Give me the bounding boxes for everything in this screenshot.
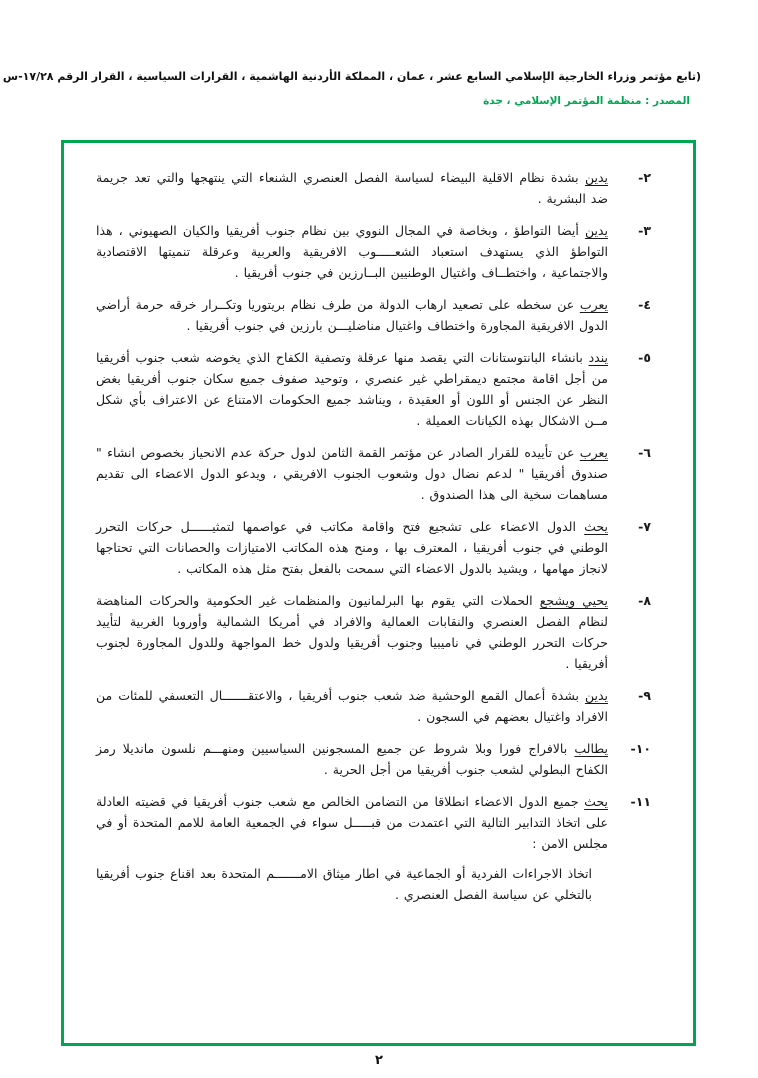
- paragraph-lead-word: يدين: [584, 688, 608, 703]
- paragraph-number: ٨-: [638, 593, 651, 608]
- paragraph-text: [96, 685, 608, 727]
- paragraph-text: [96, 220, 608, 283]
- paragraph-body: الحملات التي يقوم بها البرلمانيون والمنظمات غير الحكومية والحركات المناهضة لنظام الفصل العنصري والنقابات العمالية والافراد في أمريكا الشمالية وأوروبا الغربية لتأييد حركات التحرر الوطني في ناميبيا وجنوب أفريقيا ولدول خط المواجهة وللدول المجاورة لجنوب أفريقيا .: [96, 593, 608, 671]
- paragraph-number: ٦-: [638, 445, 651, 460]
- resolution-paragraph: [96, 590, 651, 674]
- paragraph-list: [96, 167, 651, 905]
- paragraph-body: بانشاء البانتوستانات التي يقصد منها عرقلة وتصفية الكفاح الذي يخوضه شعب جنوب أفريقيا من أجل اقامة مجتمع ديمقراطي غير عنصري ، وتوحيد صفوف جميع سكان جنوب أفريقيا بغض النظر عن الجنس أو اللون أو العقيدة ، ويناشد جميع الحكومات الامتناع عن الاعتراف بأي شكل مــن الاشكال بهذه الكيانات العميلة .: [96, 350, 608, 428]
- resolution-paragraph: [96, 442, 651, 505]
- paragraph-text: [96, 516, 608, 579]
- paragraph-text: [96, 167, 608, 209]
- paragraph-number: ٣-: [638, 223, 651, 238]
- paragraph-number: ١٠-: [630, 741, 651, 756]
- resolution-paragraph: [96, 294, 651, 336]
- paragraph-lead-word: يعرب: [579, 297, 608, 312]
- paragraph-text: [96, 347, 608, 431]
- paragraph-lead-word: يحث: [584, 519, 608, 534]
- paragraph-number: ١١-: [630, 794, 651, 809]
- paragraph-body: الدول الاعضاء على تشجيع فتح واقامة مكاتب في عواصمها لتمثيــــــل حركات التحرر الوطني في جنوب أفريقيا ، المعترف بها ، ومنح هذه المكاتب الامتيازات والحصانات التي تحتاجها لانجاز مهامها ، ويشيد بالدول الاعضاء التي سمحت بالفعل بفتح مثل هذه المكاتب .: [96, 519, 608, 576]
- paragraph-lead-word: يدين: [584, 170, 608, 185]
- paragraph-body: بالافراج فورا وبلا شروط عن جميع المسجونين السياسيين ومنهـــم نلسون مانديلا رمز الكفاح البطولي لشعب جنوب أفريقيا من أجل الحرية .: [96, 741, 608, 777]
- content-border-box: [61, 140, 696, 1046]
- paragraph-lead-word: يطالب: [574, 741, 609, 756]
- paragraph-body: جميع الدول الاعضاء انطلاقا من التضامن الخالص مع شعب جنوب أفريقيا في قضيته العادلة على اتخاذ التدابير التالية التي اعتمدت من قبـــــل سواء في الجمعية العامة للامم المتحدة أو في مجلس الامن :: [96, 794, 608, 851]
- paragraph-text: [96, 294, 608, 336]
- sub-paragraph: اتخاذ الاجراءات الفردية أو الجماعية في اطار ميثاق الامـــــــم المتحدة بعد اقناع جنوب أفريقيا بالتخلي عن سياسة الفصل العنصري .: [96, 866, 592, 902]
- resolution-paragraph: [96, 220, 651, 283]
- resolution-paragraph: [96, 738, 651, 780]
- paragraph-number: ٧-: [638, 519, 651, 534]
- paragraph-lead-word: يندد: [588, 350, 608, 365]
- paragraph-body: أيضا التواطؤ ، وبخاصة في المجال النووي بين نظام جنوب أفريقيا والكيان الصهيوني ، هذا التواطؤ الذي يستهدف استعباد الشعـــــوب الافريقية والعربية وعرقلة تنميتها الاقتصادية والاجتماعية ، واختطــاف واغتيال الوطنيين البــارزين في جنوب أفريقيا .: [96, 223, 608, 280]
- page-number: ٢: [375, 1053, 383, 1068]
- paragraph-number: ٥-: [638, 350, 651, 365]
- resolution-paragraph: [96, 516, 651, 579]
- paragraph-lead-word: يحث: [584, 794, 608, 809]
- paragraph-text: [96, 738, 608, 780]
- source-line: المصدر : منظمة المؤتمر الإسلامي ، جدة: [483, 95, 690, 107]
- paragraph-number: ٤-: [638, 297, 651, 312]
- paragraph-body: عن سخطه على تصعيد ارهاب الدولة من طرف نظام بريتوريا وتكــرار خرقه حرمة أراضي الدول الافريقية المجاورة واختطاف واغتيال مناضليـــن بارزين في جنوب أفريقيا .: [96, 297, 608, 333]
- paragraph-body: بشدة نظام الاقلية البيضاء لسياسة الفصل العنصري الشنعاء التي ينتهجها والتي تعد جريمة ضد البشرية .: [96, 170, 608, 206]
- resolution-paragraph: [96, 167, 651, 209]
- paragraph-lead-word: يعرب: [579, 445, 608, 460]
- resolution-paragraph: [96, 685, 651, 727]
- paragraph-text: [96, 791, 608, 905]
- document-header-title: (تابع مؤتمر وزراء الخارجية الإسلامي السابع عشر ، عمان ، المملكة الأردنية الهاشمية ، القرارات السياسية ، القرار الرقم ١٧/٢٨-س: [2, 70, 701, 83]
- paragraph-body: عن تأييده للقرار الصادر عن مؤتمر القمة الثامن لدول حركة عدم الانحياز بخصوص انشاء " صندوق أفريقيا " لدعم نضال دول وشعوب الجنوب الافريقي ، ويدعو الدول الاعضاء الى تقديم مساهمات سخية الى هذا الصندوق .: [96, 445, 608, 502]
- resolution-paragraph: [96, 791, 651, 905]
- paragraph-lead-word: يدين: [584, 223, 608, 238]
- paragraph-number: ٢-: [638, 170, 651, 185]
- paragraph-text: [96, 590, 608, 674]
- paragraph-lead-word: يحيي ويشجع: [539, 593, 608, 608]
- resolution-paragraph: [96, 347, 651, 431]
- paragraph-text: [96, 442, 608, 505]
- paragraph-body: بشدة أعمال القمع الوحشية ضد شعب جنوب أفريقيا ، والاعتقـــــــال التعسفي للمئات من الافراد واغتيال بعضهم في السجون .: [96, 688, 608, 724]
- paragraph-number: ٩-: [638, 688, 651, 703]
